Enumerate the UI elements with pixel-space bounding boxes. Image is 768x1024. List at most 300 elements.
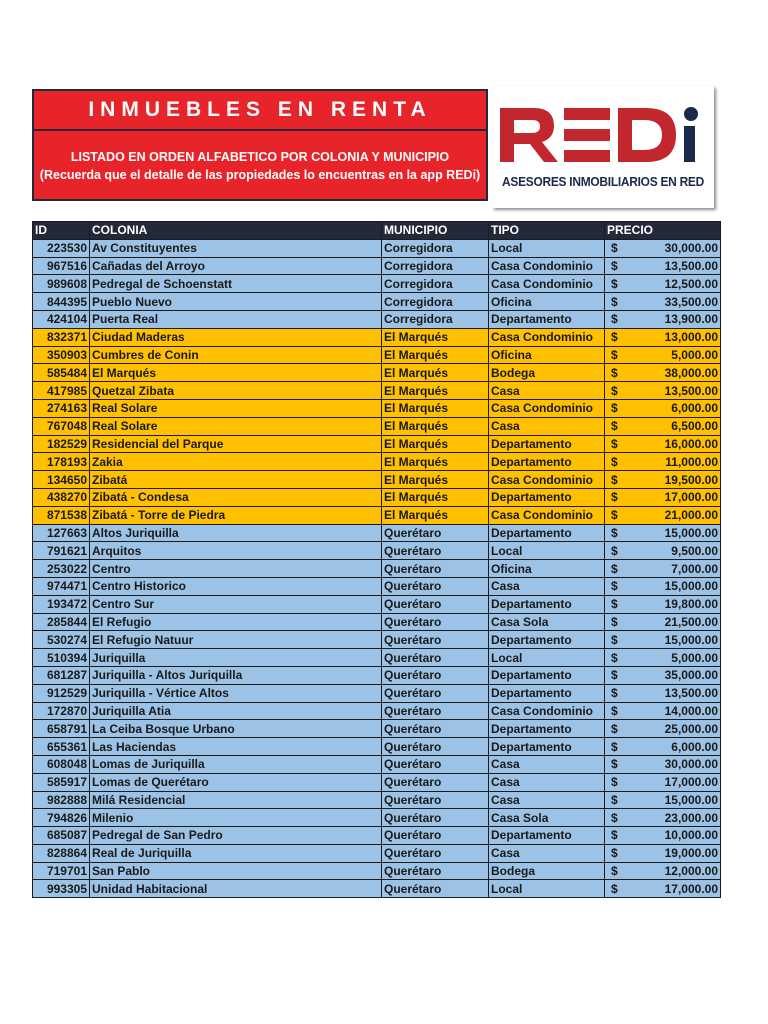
table-row bbox=[33, 239, 721, 257]
cell-municipio: El Marqués bbox=[382, 417, 489, 435]
cell-colonia: Pedregal de Schoenstatt bbox=[90, 275, 382, 293]
page-subtitle bbox=[34, 131, 486, 184]
cell-municipio: Querétaro bbox=[382, 862, 489, 880]
cell-id: 585484 bbox=[33, 364, 90, 382]
cell-id: 982888 bbox=[33, 791, 90, 809]
cell-tipo: Local bbox=[489, 542, 605, 560]
cell-colonia: Centro Historico bbox=[90, 577, 382, 595]
cell-precio bbox=[605, 738, 721, 756]
cell-colonia: Las Haciendas bbox=[90, 738, 382, 756]
redi-logo-mark bbox=[492, 86, 714, 176]
table-header-row bbox=[33, 222, 721, 240]
cell-precio bbox=[605, 364, 721, 382]
cell-precio bbox=[605, 275, 721, 293]
table-row bbox=[33, 827, 721, 845]
cell-municipio: Querétaro bbox=[382, 755, 489, 773]
price-amount: 19,800.00 bbox=[664, 597, 718, 612]
price-amount: 25,000.00 bbox=[664, 721, 718, 736]
cell-tipo: Casa Condominio bbox=[489, 275, 605, 293]
cell-precio bbox=[605, 382, 721, 400]
cell-precio bbox=[605, 471, 721, 489]
price-amount: 21,000.00 bbox=[664, 508, 718, 523]
cell-colonia: Pedregal de San Pedro bbox=[90, 827, 382, 845]
cell-municipio: Querétaro bbox=[382, 595, 489, 613]
cell-precio bbox=[605, 649, 721, 667]
table-row bbox=[33, 560, 721, 578]
price-amount: 35,000.00 bbox=[664, 668, 718, 683]
cell-tipo: Oficina bbox=[489, 293, 605, 311]
currency-symbol: $ bbox=[611, 757, 618, 772]
currency-symbol: $ bbox=[611, 347, 618, 362]
cell-tipo: Casa bbox=[489, 773, 605, 791]
cell-precio bbox=[605, 239, 721, 257]
price-amount: 33,500.00 bbox=[664, 294, 718, 309]
cell-colonia: Juriquilla - Vértice Altos bbox=[90, 684, 382, 702]
price-amount: 16,000.00 bbox=[664, 436, 718, 451]
cell-id: 350903 bbox=[33, 346, 90, 364]
cell-precio bbox=[605, 631, 721, 649]
cell-tipo: Departamento bbox=[489, 631, 605, 649]
cell-precio bbox=[605, 577, 721, 595]
cell-municipio: Querétaro bbox=[382, 844, 489, 862]
cell-id: 685087 bbox=[33, 827, 90, 845]
cell-tipo: Casa bbox=[489, 382, 605, 400]
price-amount: 11,000.00 bbox=[665, 454, 718, 469]
cell-municipio: Corregidora bbox=[382, 275, 489, 293]
cell-tipo: Casa Sola bbox=[489, 809, 605, 827]
cell-tipo: Casa Condominio bbox=[489, 702, 605, 720]
cell-tipo: Departamento bbox=[489, 666, 605, 684]
cell-precio bbox=[605, 560, 721, 578]
cell-colonia: Milenio bbox=[90, 809, 382, 827]
cell-tipo: Departamento bbox=[489, 827, 605, 845]
currency-symbol: $ bbox=[611, 810, 618, 825]
currency-symbol: $ bbox=[611, 508, 618, 523]
currency-symbol: $ bbox=[611, 419, 618, 434]
cell-municipio: Querétaro bbox=[382, 684, 489, 702]
table-row bbox=[33, 844, 721, 862]
header-banner bbox=[32, 89, 488, 201]
cell-colonia: San Pablo bbox=[90, 862, 382, 880]
cell-tipo: Departamento bbox=[489, 595, 605, 613]
cell-colonia: El Refugio bbox=[90, 613, 382, 631]
table-row bbox=[33, 471, 721, 489]
price-amount: 13,900.00 bbox=[664, 312, 718, 327]
cell-precio bbox=[605, 809, 721, 827]
cell-tipo: Casa Condominio bbox=[489, 399, 605, 417]
currency-symbol: $ bbox=[611, 436, 618, 451]
cell-id: 274163 bbox=[33, 399, 90, 417]
cell-id: 172870 bbox=[33, 702, 90, 720]
cell-tipo: Casa Sola bbox=[489, 613, 605, 631]
table-row bbox=[33, 346, 721, 364]
currency-symbol: $ bbox=[611, 258, 618, 273]
currency-symbol: $ bbox=[611, 454, 618, 469]
currency-symbol: $ bbox=[611, 525, 618, 540]
cell-colonia: Cañadas del Arroyo bbox=[90, 257, 382, 275]
cell-precio bbox=[605, 399, 721, 417]
cell-tipo: Departamento bbox=[489, 310, 605, 328]
table-row bbox=[33, 506, 721, 524]
price-amount: 15,000.00 bbox=[664, 579, 718, 594]
cell-colonia: Quetzal Zibata bbox=[90, 382, 382, 400]
cell-id: 791621 bbox=[33, 542, 90, 560]
cell-precio bbox=[605, 453, 721, 471]
cell-id: 767048 bbox=[33, 417, 90, 435]
cell-id: 178193 bbox=[33, 453, 90, 471]
table-row bbox=[33, 773, 721, 791]
cell-municipio: Querétaro bbox=[382, 560, 489, 578]
cell-colonia: Centro bbox=[90, 560, 382, 578]
cell-tipo: Local bbox=[489, 239, 605, 257]
table-row bbox=[33, 524, 721, 542]
table-row bbox=[33, 382, 721, 400]
cell-id: 655361 bbox=[33, 738, 90, 756]
cell-id: 223530 bbox=[33, 239, 90, 257]
cell-tipo: Casa Condominio bbox=[489, 257, 605, 275]
price-amount: 12,000.00 bbox=[664, 864, 718, 879]
currency-symbol: $ bbox=[611, 472, 618, 487]
cell-precio bbox=[605, 791, 721, 809]
price-amount: 13,500.00 bbox=[664, 258, 718, 273]
cell-municipio: El Marqués bbox=[382, 435, 489, 453]
price-amount: 9,500.00 bbox=[671, 543, 718, 558]
cell-tipo: Departamento bbox=[489, 684, 605, 702]
currency-symbol: $ bbox=[611, 721, 618, 736]
cell-id: 285844 bbox=[33, 613, 90, 631]
currency-symbol: $ bbox=[611, 864, 618, 879]
cell-tipo: Departamento bbox=[489, 453, 605, 471]
cell-tipo: Casa Condominio bbox=[489, 506, 605, 524]
currency-symbol: $ bbox=[611, 632, 618, 647]
column-header-colonia: COLONIA bbox=[90, 222, 382, 240]
cell-colonia: Zibatá bbox=[90, 471, 382, 489]
price-amount: 13,500.00 bbox=[664, 383, 718, 398]
price-amount: 17,000.00 bbox=[664, 881, 718, 896]
cell-colonia: Cumbres de Conin bbox=[90, 346, 382, 364]
cell-colonia: Milá Residencial bbox=[90, 791, 382, 809]
cell-colonia: Av Constituyentes bbox=[90, 239, 382, 257]
cell-colonia: Centro Sur bbox=[90, 595, 382, 613]
currency-symbol: $ bbox=[611, 703, 618, 718]
price-amount: 19,500.00 bbox=[664, 472, 718, 487]
price-amount: 38,000.00 bbox=[664, 365, 718, 380]
subtitle-line-1: LISTADO EN ORDEN ALFABETICO POR COLONIA Y MUNICIPIO bbox=[70, 150, 450, 164]
cell-colonia: Altos Juriquilla bbox=[90, 524, 382, 542]
cell-municipio: Querétaro bbox=[382, 702, 489, 720]
cell-id: 844395 bbox=[33, 293, 90, 311]
cell-tipo: Casa bbox=[489, 844, 605, 862]
table-row bbox=[33, 488, 721, 506]
cell-municipio: Querétaro bbox=[382, 524, 489, 542]
currency-symbol: $ bbox=[611, 792, 618, 807]
cell-tipo: Casa bbox=[489, 791, 605, 809]
cell-tipo: Bodega bbox=[489, 364, 605, 382]
cell-colonia: Residencial del Parque bbox=[90, 435, 382, 453]
table-row bbox=[33, 684, 721, 702]
cell-colonia: Juriquilla Atia bbox=[90, 702, 382, 720]
cell-tipo: Departamento bbox=[489, 488, 605, 506]
cell-municipio: Querétaro bbox=[382, 827, 489, 845]
cell-id: 608048 bbox=[33, 755, 90, 773]
cell-municipio: Querétaro bbox=[382, 613, 489, 631]
cell-colonia: Arquitos bbox=[90, 542, 382, 560]
currency-symbol: $ bbox=[611, 241, 618, 256]
cell-colonia: Juriquilla - Altos Juriquilla bbox=[90, 666, 382, 684]
cell-id: 134650 bbox=[33, 471, 90, 489]
cell-tipo: Casa Condominio bbox=[489, 328, 605, 346]
cell-tipo: Departamento bbox=[489, 738, 605, 756]
price-amount: 30,000.00 bbox=[664, 757, 718, 772]
cell-municipio: Corregidora bbox=[382, 293, 489, 311]
cell-municipio: Querétaro bbox=[382, 631, 489, 649]
cell-colonia: Real Solare bbox=[90, 399, 382, 417]
table-row bbox=[33, 666, 721, 684]
table-row bbox=[33, 257, 721, 275]
cell-id: 681287 bbox=[33, 666, 90, 684]
cell-tipo: Departamento bbox=[489, 720, 605, 738]
cell-tipo: Oficina bbox=[489, 346, 605, 364]
currency-symbol: $ bbox=[611, 828, 618, 843]
table-row bbox=[33, 613, 721, 631]
cell-colonia: Juriquilla bbox=[90, 649, 382, 667]
cell-id: 719701 bbox=[33, 862, 90, 880]
price-amount: 21,500.00 bbox=[664, 614, 718, 629]
cell-municipio: Querétaro bbox=[382, 809, 489, 827]
currency-symbol: $ bbox=[611, 401, 618, 416]
currency-symbol: $ bbox=[611, 775, 618, 790]
cell-id: 127663 bbox=[33, 524, 90, 542]
cell-colonia: Lomas de Juriquilla bbox=[90, 755, 382, 773]
currency-symbol: $ bbox=[611, 881, 618, 896]
cell-municipio: Corregidora bbox=[382, 257, 489, 275]
cell-precio bbox=[605, 613, 721, 631]
cell-precio bbox=[605, 827, 721, 845]
cell-id: 871538 bbox=[33, 506, 90, 524]
cell-municipio: El Marqués bbox=[382, 328, 489, 346]
price-amount: 14,000.00 bbox=[664, 703, 718, 718]
cell-municipio: El Marqués bbox=[382, 471, 489, 489]
cell-precio bbox=[605, 417, 721, 435]
price-amount: 23,000.00 bbox=[664, 810, 718, 825]
price-amount: 17,000.00 bbox=[664, 775, 718, 790]
subtitle-line-2: (Recuerda que el detalle de las propiedades lo encuentras en la app REDi) bbox=[39, 168, 481, 182]
cell-tipo: Casa Condominio bbox=[489, 471, 605, 489]
cell-colonia: Zakia bbox=[90, 453, 382, 471]
table-row bbox=[33, 880, 721, 898]
cell-precio bbox=[605, 435, 721, 453]
table-row bbox=[33, 720, 721, 738]
cell-tipo: Departamento bbox=[489, 524, 605, 542]
cell-precio bbox=[605, 346, 721, 364]
table-row bbox=[33, 577, 721, 595]
price-amount: 30,000.00 bbox=[664, 241, 718, 256]
currency-symbol: $ bbox=[611, 330, 618, 345]
cell-precio bbox=[605, 720, 721, 738]
cell-tipo: Casa bbox=[489, 417, 605, 435]
cell-precio bbox=[605, 542, 721, 560]
cell-id: 585917 bbox=[33, 773, 90, 791]
cell-colonia: Zibatá - Condesa bbox=[90, 488, 382, 506]
cell-id: 530274 bbox=[33, 631, 90, 649]
currency-symbol: $ bbox=[611, 365, 618, 380]
cell-id: 989608 bbox=[33, 275, 90, 293]
currency-symbol: $ bbox=[611, 561, 618, 576]
cell-municipio: Querétaro bbox=[382, 649, 489, 667]
cell-precio bbox=[605, 666, 721, 684]
cell-municipio: El Marqués bbox=[382, 506, 489, 524]
cell-precio bbox=[605, 773, 721, 791]
currency-symbol: $ bbox=[611, 597, 618, 612]
column-header-municipio: MUNICIPIO bbox=[382, 222, 489, 240]
price-amount: 13,000.00 bbox=[664, 330, 718, 345]
cell-colonia: Lomas de Querétaro bbox=[90, 773, 382, 791]
cell-id: 974471 bbox=[33, 577, 90, 595]
cell-precio bbox=[605, 524, 721, 542]
cell-precio bbox=[605, 257, 721, 275]
column-header-precio: PRECIO bbox=[605, 222, 721, 240]
cell-precio bbox=[605, 755, 721, 773]
cell-colonia: El Marqués bbox=[90, 364, 382, 382]
cell-municipio: Corregidora bbox=[382, 310, 489, 328]
price-amount: 6,500.00 bbox=[671, 419, 718, 434]
cell-id: 993305 bbox=[33, 880, 90, 898]
cell-precio bbox=[605, 862, 721, 880]
cell-tipo: Local bbox=[489, 880, 605, 898]
cell-tipo: Casa bbox=[489, 755, 605, 773]
cell-id: 510394 bbox=[33, 649, 90, 667]
cell-municipio: El Marqués bbox=[382, 399, 489, 417]
cell-precio bbox=[605, 684, 721, 702]
cell-municipio: El Marqués bbox=[382, 488, 489, 506]
cell-tipo: Casa bbox=[489, 577, 605, 595]
cell-municipio: Querétaro bbox=[382, 542, 489, 560]
cell-id: 658791 bbox=[33, 720, 90, 738]
table-row bbox=[33, 310, 721, 328]
table-row bbox=[33, 649, 721, 667]
cell-municipio: Querétaro bbox=[382, 791, 489, 809]
currency-symbol: $ bbox=[611, 846, 618, 861]
cell-municipio: El Marqués bbox=[382, 453, 489, 471]
cell-colonia: Zibatá - Torre de Piedra bbox=[90, 506, 382, 524]
cell-tipo: Bodega bbox=[489, 862, 605, 880]
table-row bbox=[33, 417, 721, 435]
cell-municipio: Querétaro bbox=[382, 577, 489, 595]
cell-precio bbox=[605, 702, 721, 720]
cell-tipo: Oficina bbox=[489, 560, 605, 578]
price-amount: 5,000.00 bbox=[671, 347, 718, 362]
currency-symbol: $ bbox=[611, 490, 618, 505]
table-row bbox=[33, 755, 721, 773]
price-amount: 15,000.00 bbox=[664, 792, 718, 807]
cell-id: 417985 bbox=[33, 382, 90, 400]
cell-id: 967516 bbox=[33, 257, 90, 275]
price-amount: 19,000.00 bbox=[664, 846, 718, 861]
cell-municipio: Querétaro bbox=[382, 738, 489, 756]
cell-id: 424104 bbox=[33, 310, 90, 328]
currency-symbol: $ bbox=[611, 739, 618, 754]
listings-table bbox=[32, 221, 721, 898]
cell-tipo: Departamento bbox=[489, 435, 605, 453]
price-amount: 15,000.00 bbox=[664, 525, 718, 540]
price-amount: 10,000.00 bbox=[664, 828, 718, 843]
price-amount: 12,500.00 bbox=[664, 276, 718, 291]
cell-id: 794826 bbox=[33, 809, 90, 827]
cell-colonia: Ciudad Maderas bbox=[90, 328, 382, 346]
table-row bbox=[33, 542, 721, 560]
cell-colonia: Pueblo Nuevo bbox=[90, 293, 382, 311]
logo-tagline: ASESORES INMOBILIARIOS EN RED bbox=[502, 174, 704, 189]
price-amount: 6,000.00 bbox=[671, 739, 718, 754]
currency-symbol: $ bbox=[611, 614, 618, 629]
cell-id: 828864 bbox=[33, 844, 90, 862]
cell-municipio: El Marqués bbox=[382, 382, 489, 400]
table-row bbox=[33, 595, 721, 613]
cell-colonia: Real Solare bbox=[90, 417, 382, 435]
cell-municipio: El Marqués bbox=[382, 346, 489, 364]
cell-id: 182529 bbox=[33, 435, 90, 453]
table-row bbox=[33, 328, 721, 346]
cell-colonia: Unidad Habitacional bbox=[90, 880, 382, 898]
cell-colonia: Puerta Real bbox=[90, 310, 382, 328]
currency-symbol: $ bbox=[611, 276, 618, 291]
currency-symbol: $ bbox=[611, 668, 618, 683]
cell-municipio: El Marqués bbox=[382, 364, 489, 382]
cell-precio bbox=[605, 310, 721, 328]
table-row bbox=[33, 364, 721, 382]
table-row bbox=[33, 275, 721, 293]
table-row bbox=[33, 293, 721, 311]
cell-colonia: La Ceiba Bosque Urbano bbox=[90, 720, 382, 738]
cell-municipio: Querétaro bbox=[382, 666, 489, 684]
cell-id: 912529 bbox=[33, 684, 90, 702]
price-amount: 5,000.00 bbox=[671, 650, 718, 665]
price-amount: 13,500.00 bbox=[664, 686, 718, 701]
price-amount: 15,000.00 bbox=[664, 632, 718, 647]
table-row bbox=[33, 862, 721, 880]
table-row bbox=[33, 453, 721, 471]
redi-logo bbox=[492, 86, 714, 208]
currency-symbol: $ bbox=[611, 543, 618, 558]
cell-precio bbox=[605, 328, 721, 346]
cell-precio bbox=[605, 844, 721, 862]
table-row bbox=[33, 738, 721, 756]
cell-id: 438270 bbox=[33, 488, 90, 506]
table-row bbox=[33, 399, 721, 417]
cell-colonia: El Refugio Natuur bbox=[90, 631, 382, 649]
cell-precio bbox=[605, 293, 721, 311]
table-row bbox=[33, 631, 721, 649]
table-row bbox=[33, 702, 721, 720]
column-header-tipo: TIPO bbox=[489, 222, 605, 240]
currency-symbol: $ bbox=[611, 383, 618, 398]
cell-id: 832371 bbox=[33, 328, 90, 346]
cell-precio bbox=[605, 880, 721, 898]
currency-symbol: $ bbox=[611, 579, 618, 594]
cell-municipio: Querétaro bbox=[382, 720, 489, 738]
cell-precio bbox=[605, 506, 721, 524]
cell-precio bbox=[605, 488, 721, 506]
price-amount: 17,000.00 bbox=[664, 490, 718, 505]
cell-municipio: Querétaro bbox=[382, 880, 489, 898]
cell-municipio: Corregidora bbox=[382, 239, 489, 257]
cell-precio bbox=[605, 595, 721, 613]
table-row bbox=[33, 435, 721, 453]
cell-colonia: Real de Juriquilla bbox=[90, 844, 382, 862]
column-header-id: ID bbox=[33, 222, 90, 240]
currency-symbol: $ bbox=[611, 312, 618, 327]
table-row bbox=[33, 809, 721, 827]
